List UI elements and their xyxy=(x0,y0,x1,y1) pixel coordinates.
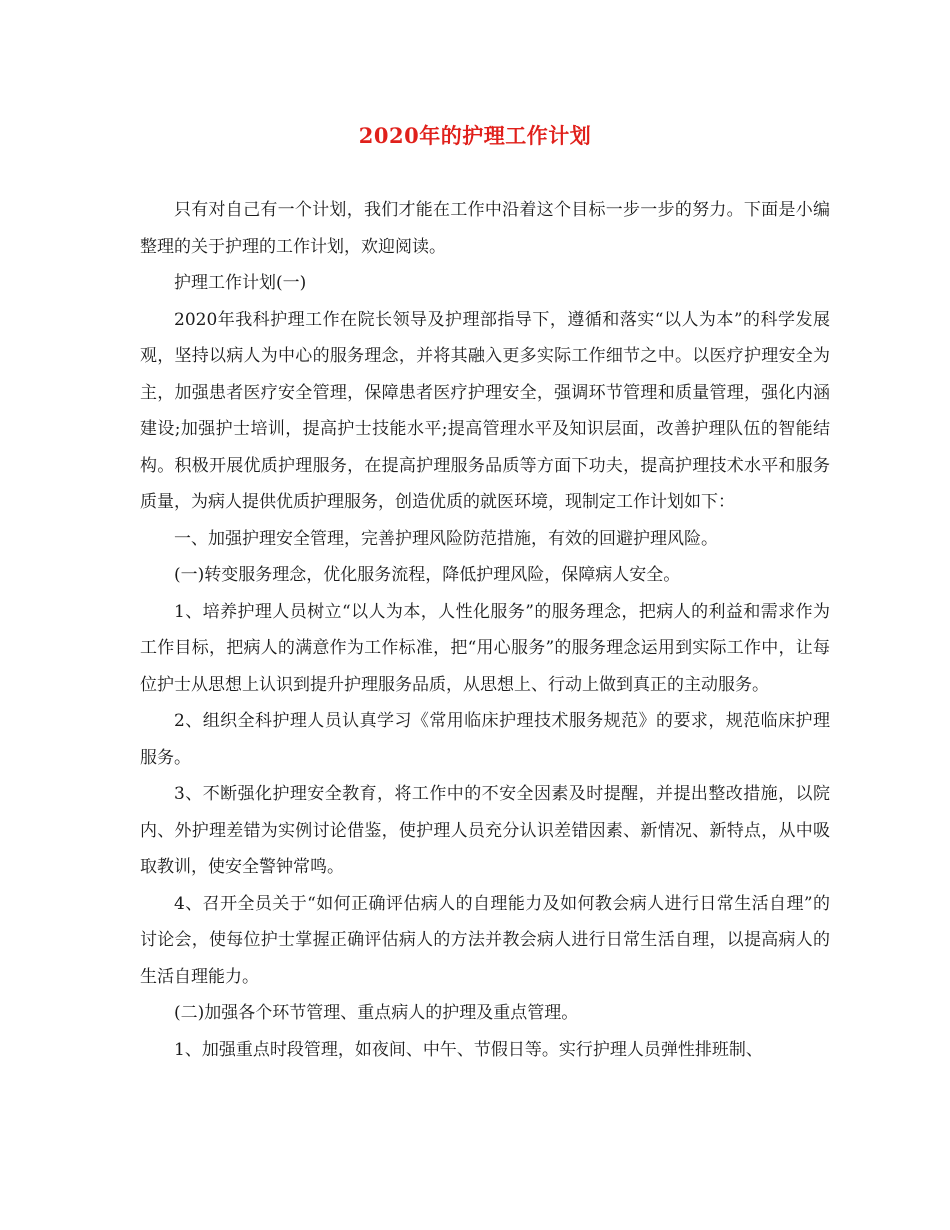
paragraph-intro: 只有对自己有一个计划，我们才能在工作中沿着这个目标一步一步的努力。下面是小编整理的关于护理的工作计划，欢迎阅读。 xyxy=(140,200,830,257)
document-title: 2020年的护理工作计划 xyxy=(358,123,592,148)
paragraph-item-5: 1、加强重点时段管理，如夜间、中午、节假日等。实行护理人员弹性排班制、 xyxy=(174,1039,763,1060)
paragraph-subheading-2: (二)加强各个环节管理、重点病人的护理及重点管理。 xyxy=(174,1003,579,1023)
paragraph-item-3: 3、不断强化护理安全教育，将工作中的不安全因素及时提醒，并提出整改措施，以院内、外护理差错为实例讨论借鉴，使护理人员充分认识差错因素、新情况、新特点，从中吸取教训，使安全警钟常鸣。 xyxy=(140,784,830,877)
paragraph-item-2: 2、组织全科护理人员认真学习《常用临床护理技术服务规范》的要求，规范临床护理服务。 xyxy=(140,711,830,768)
paragraph-subheading-1: (一)转变服务理念，优化服务流程，降低护理风险，保障病人安全。 xyxy=(174,565,681,585)
paragraph-heading-1: 一、加强护理安全管理，完善护理风险防范措施，有效的回避护理风险。 xyxy=(174,528,718,549)
paragraph-item-4: 4、召开全员关于“如何正确评估病人的自理能力及如何教会病人进行日常生活自理”的讨论会，使每位护士掌握正确评估病人的方法并教会病人进行日常生活自理，以提高病人的生活自理能力。 xyxy=(140,893,830,987)
paragraph-item-1: 1、培养护理人员树立“以人为本，人性化服务”的服务理念，把病人的利益和需求作为工作目标，把病人的满意作为工作标准，把“用心服务”的服务理念运用到实际工作中，让每位护士从思想上认识到提升护理服务品质，从思想上、行动上做到真正的主动服务。 xyxy=(140,601,830,695)
paragraph-overview: 2020年我科护理工作在院长领导及护理部指导下，遵循和落实“以人为本”的科学发展观，坚持以病人为中心的服务理念，并将其融入更多实际工作细节之中。以医疗护理安全为主，加强患者医疗安全管理，保障患者医疗护理安全，强调环节管理和质量管理，强化内涵建设;加强护士培训，提高护士技能水平;提高管理水平及知识层面，改善护理队伍的智能结构。积极开展优质护理服务，在提高护理服务品质等方面下功夫，提高护理技术水平和服务质量，为病人提供优质护理服务，创造优质的就医环境，现制定工作计划如下： xyxy=(140,309,830,512)
document-body xyxy=(140,192,830,1068)
paragraph-section-heading: 护理工作计划(一) xyxy=(174,273,307,293)
